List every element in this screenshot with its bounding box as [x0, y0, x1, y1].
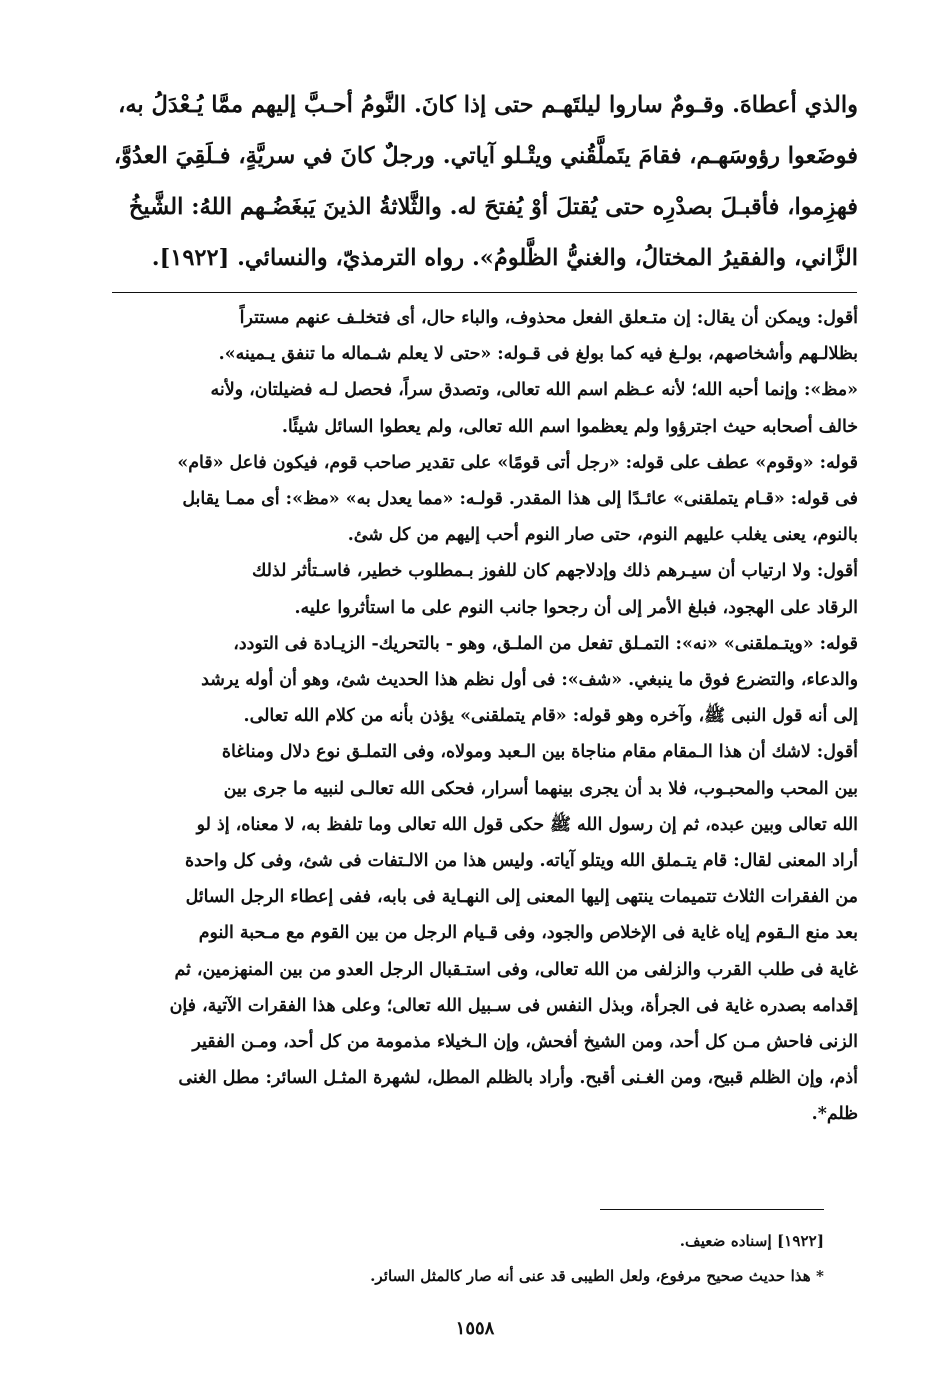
footnote-line: [١٩٢٢] إسناده ضعيف.: [679, 1232, 824, 1250]
commentary-line: أراد المعنى لقال: قام يتـملق الله ويتلو آياته. وليس هذا من الالـتفات فى شئ، وفى كل واحدة: [185, 851, 858, 872]
commentary-line: فى قوله: «قـام يتملقنى» عائـدًا إلى هذا المقدر. قولـه: «مما يعدل به» «مظ»: أى ممـا يقابل: [182, 489, 858, 510]
commentary-line: أذم، وإن الظلم قبيح، ومن الغـنى أقبح. وأراد بالظلم المطل، لشهرة المثـل السائر: مطل الغنى: [178, 1068, 858, 1089]
commentary-line: إقدامه بصدره غاية فى الجرأة، وبذل النفس فى سـبيل الله تعالى؛ وعلى هذا الفقرات الآتية، فإن: [169, 995, 858, 1016]
commentary-line: أقول: لاشك أن هذا الـمقام مقام مناجاة بين الـعبد ومولاه، وفى التملـق نوع دلال ومناغاة: [221, 742, 858, 763]
main-text-divider: [112, 292, 857, 293]
hadith-main-text: [90, 80, 858, 284]
footnotes: [90, 1224, 824, 1294]
commentary-line: أقول: ولا ارتياب أن سيـرهم ذلك وإدلاجهم كان للفوز بـمطلوب خطير، فاسـتأثر لذلك: [252, 561, 858, 582]
commentary-line: والدعاء، والتضرع فوق ما ينبغي. «شف»: فى أول نظم هذا الحديث شئ، وهو أن أوله يرشد: [201, 670, 858, 691]
main-text-line: فوضَعوا رؤوسَهـم، فقامَ يتَملَّقُني ويتْـلو آياتي. ورجلٌ كانَ في سريَّةٍ، فـلَقِيَ العدُوَّ،: [113, 143, 858, 169]
commentary-line: أقول: ويمكن أن يقال: إن متـعلق الفعل محذوف، والباء حال، أى فتخلـف عنهم مستتراً: [239, 308, 858, 328]
commentary-line: إلى أنه قول النبى ﷺ، وآخره وهو قوله: «قام يتملقنى» يؤذن بأنه من كلام الله تعالى.: [243, 706, 858, 727]
main-text-line: الزَّاني، والفقيرُ المختالُ، والغنيُّ الظَّلومُ». رواه الترمذيّ، والنسائي. [١٩٢٢].: [151, 245, 858, 271]
commentary-line: ظلم*.: [811, 1104, 858, 1125]
commentary-line: بين المحب والمحبـوب، فلا بد أن يجرى بينهما أسرار، فحكى الله تعالـى لنبيه ما جرى بين: [223, 778, 858, 799]
commentary-line: الرقاد على الهجود، فبلغ الأمر إلى أن رجحوا جانب النوم على ما استأثروا عليه.: [294, 597, 858, 618]
main-text-line: فهزِموا، فأقبـلَ بصدْرِه حتى يُقتلَ أوْ يُفتحَ له. والثَّلاثةُ الذينَ يَبغَضُـهم اللهُ: الشَّيخُ: [128, 194, 858, 220]
main-text-line: والذي أعطاهَ. وقـومٌ ساروا ليلتَهـم حتى إذا كانَ. النَّومُ أحـبَّ إليهم ممَّا يُـعْدَلُ به،: [118, 92, 858, 118]
commentary-line: بالنوم، يعنى يغلب عليهم النوم، حتى صار النوم أحب إليهم من كل شئ.: [347, 525, 858, 546]
commentary-line: غاية فى طلب القرب والزلفى من الله تعالى، وفى استـقبال الرجل العدو من بين المنهزمين، ثم: [174, 959, 858, 980]
commentary-line: خالف أصحابه حيث اجترؤوا ولم يعظموا اسم الله تعالى، ولم يعطوا السائل شيئًا.: [281, 416, 858, 437]
page-number: ١٥٥٨: [455, 1318, 495, 1339]
commentary-line: الله تعالى وبين عبده، ثم إن رسول الله ﷺ حكى قول الله تعالى وما تلفظ به، لا معناه، إذ لو: [196, 814, 858, 835]
commentary-line: من الفقرات الثلاث تتميمات ينتهى إليها المعنى إلى النهـاية فى بابه، ففى إعطاء الرجل السائل: [185, 887, 858, 908]
footnote-divider: [600, 1209, 824, 1210]
footnote-line: * هذا حديث صحيح مرفوع، ولعل الطيبى قد عنى أنه صار كالمثل السائر.: [370, 1267, 824, 1285]
commentary-line: بظلالـهم وأشخاصهم، بولـغ فيه كما بولغ فى قـوله: «حتى لا يعلم شـماله ما تنفق يـمينه».: [218, 344, 858, 365]
commentary-line: الزنى فاحش مـن كل أحد، ومن الشيخ أفحش، وإن الـخيلاء مذمومة من كل أحد، ومـن الفقير: [192, 1032, 858, 1053]
commentary-line: بعد منع الـقوم إياه غاية فى الإخلاص والجود، وفى قـيام الرجل من بين القوم مع مـحبة النوم: [198, 923, 858, 944]
commentary-line: قوله: «ويتـملقنى» «نه»: التمـلق تفعل من الملـق، وهو - بالتحريك- الزيـادة فى التودد،: [233, 633, 858, 654]
commentary-text: [90, 300, 858, 1133]
commentary-line: قوله: «وقوم» عطف على قوله: «رجل أتى قومًا» على تقدير صاحب قوم، فيكون فاعل «قام»: [177, 452, 858, 473]
commentary-line: «مظ»: وإنما أحبه الله؛ لأنه عـظم اسم الله تعالى، وتصدق سراً، فحصل لـه فضيلتان، ولأنه: [210, 380, 858, 401]
